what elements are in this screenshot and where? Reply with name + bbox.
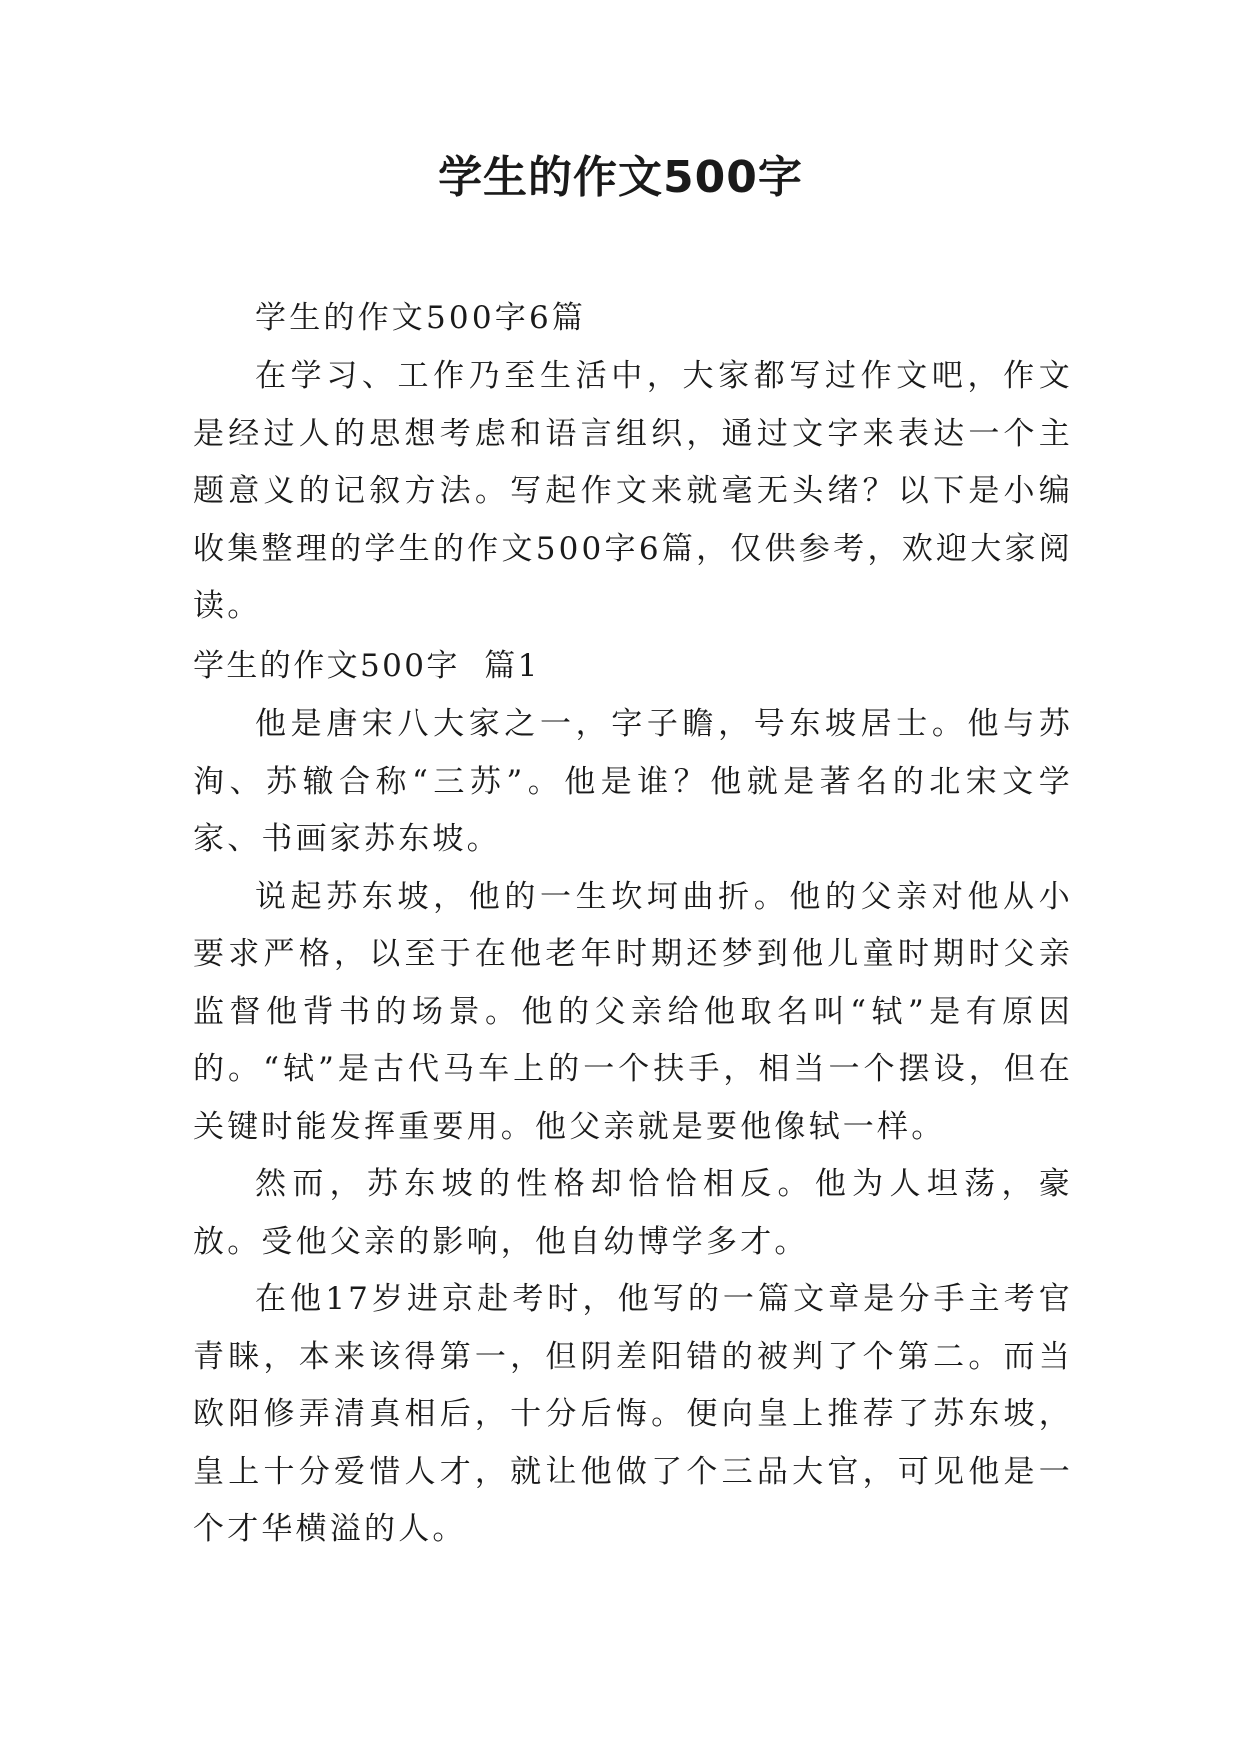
intro-paragraph: 在学习、工作乃至生活中，大家都写过作文吧，作文是经过人的思想考虑和语言组织，通过文字来表达一个主题意义的记叙方法。写起作文来就毫无头绪？以下是小编收集整理的学生的作文500字6篇，仅供参考，欢迎大家阅读。 (193, 358, 1073, 624)
paragraph: 他是唐宋八大家之一，字子瞻，号东坡居士。他与苏洵、苏辙合称“三苏”。他是谁？他就是著名的北宋文学家、书画家苏东坡。 (193, 706, 1073, 857)
paragraph: 说起苏东坡，他的一生坎坷曲折。他的父亲对他从小要求严格，以至于在他老年时期还梦到他儿童时期时父亲监督他背书的场景。他的父亲给他取名叫“轼”是有原因的。“轼”是古代马车上的一个扶手，相当一个摆设，但在关键时能发挥重要用。他父亲就是要他像轼一样。 (193, 878, 1073, 1145)
document-title: 学生的作文500字 (438, 152, 803, 203)
paragraph: 在他17岁进京赴考时，他写的一篇文章是分手主考官青睐，本来该得第一，但阴差阳错的被判了个第二。而当欧阳修弄清真相后，十分后悔。便向皇上推荐了苏东坡，皇上十分爱惜人才，就让他做了个三品大官，可见他是一个才华横溢的人。 (193, 1281, 1073, 1547)
paragraph: 然而，苏东坡的性格却恰恰相反。他为人坦荡，豪放。受他父亲的影响，他自幼博学多才。 (193, 1166, 1073, 1260)
section-title: 学生的作文500字 篇1 (193, 648, 540, 684)
intro-heading: 学生的作文500字6篇 (255, 300, 587, 336)
section-body (193, 696, 1073, 1559)
